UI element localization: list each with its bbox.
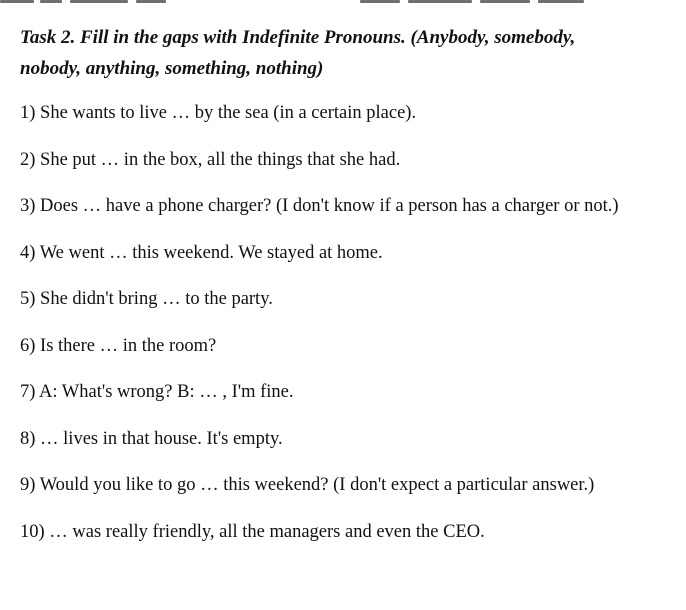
exercise-item-8: 8) … lives in that house. It's empty. — [20, 428, 283, 449]
exercise-item-9: 9) Would you like to go … this weekend? (I don't expect a particular answer.) — [20, 475, 595, 495]
exercise-item-3: 3) Does … have a phone charger? (I don't know if a person has a charger or not.) — [20, 196, 619, 216]
worksheet — [20, 22, 670, 563]
exercise-item-10: 10) … was really friendly, all the managers and even the CEO. — [20, 521, 485, 542]
exercise-item-5: 5) She didn't bring … to the party. — [20, 289, 273, 309]
exercise-item-1: 1) She wants to live … by the sea (in a certain place). — [20, 103, 417, 123]
task-title — [20, 22, 670, 84]
exercise-item-2: 2) She put … in the box, all the things that she had. — [20, 149, 401, 170]
cut-off-previous-text — [0, 0, 686, 4]
exercise-item-6: 6) Is there … in the room? — [20, 335, 217, 356]
exercise-item-7: 7) A: What's wrong? B: … , I'm fine. — [20, 382, 294, 402]
exercise-item-4: 4) We went … this weekend. We stayed at home. — [20, 242, 383, 263]
task-title-line-1: Task 2. Fill in the gaps with Indefinite Pronouns. (Anybody, somebody, — [20, 27, 576, 48]
task-title-line-2: nobody, anything, something, nothing) — [20, 58, 324, 79]
